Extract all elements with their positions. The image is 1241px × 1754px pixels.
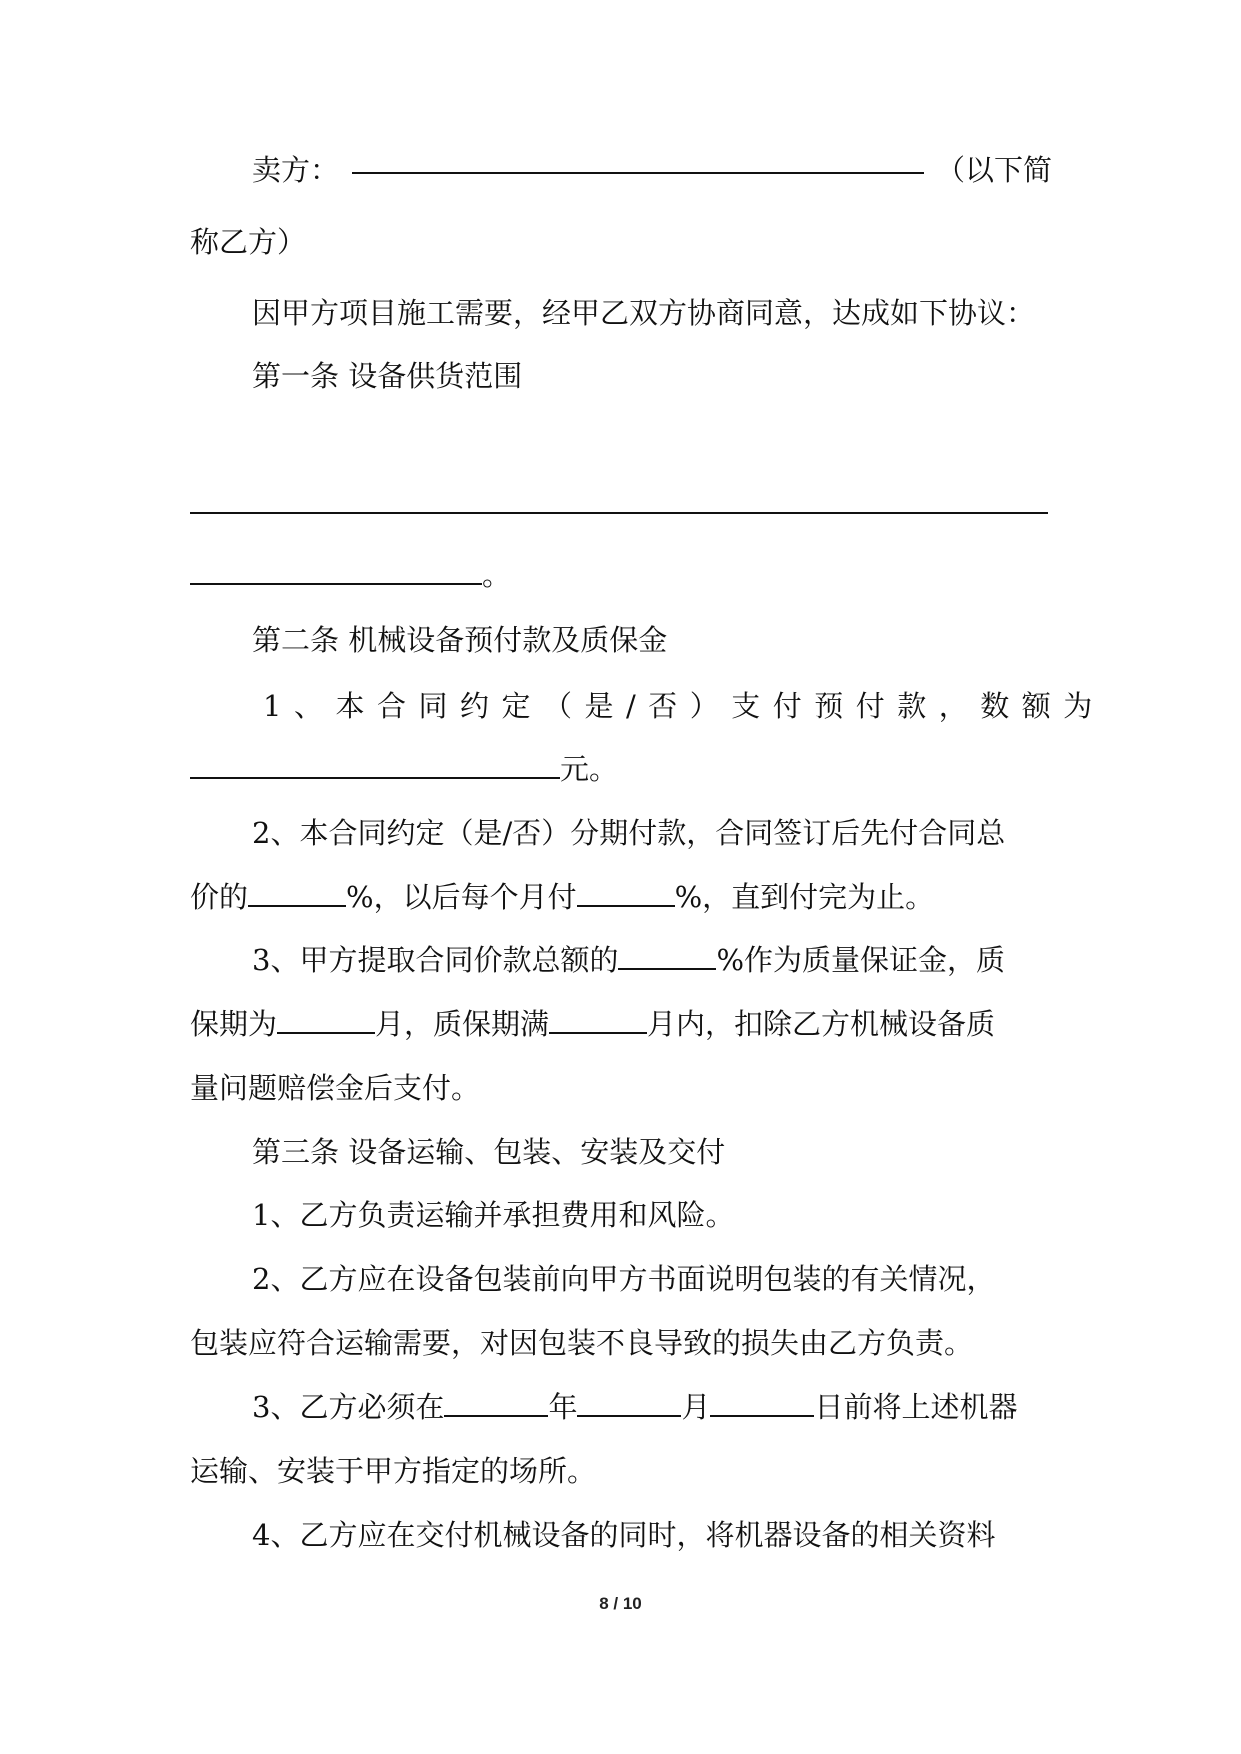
article-2-item-3-line-3: 量问题赔偿金后支付。 [190, 1071, 481, 1105]
article-3-item-3-line-2: 运输、安装于甲方指定的场所。 [190, 1454, 597, 1488]
article-1-blank-line-1[interactable] [190, 512, 1048, 514]
warranty-months-blank[interactable] [277, 1010, 375, 1034]
warranty-expiry-label: 月，质保期满 [375, 1007, 550, 1041]
deposit-suffix: %作为质量保证金，质 [716, 943, 1006, 977]
warranty-label: 保期为 [190, 1007, 278, 1041]
article-2-item-3-line-2 [190, 1004, 1052, 1044]
seller-label: 卖方： [252, 153, 340, 187]
article-2-title: 第二条 机械设备预付款及质保金 [252, 623, 668, 657]
article-3-item-3-line-1 [252, 1387, 1052, 1427]
article-2-item-1-line-2 [190, 749, 1052, 789]
deduction-label: 月内，扣除乙方机械设备质 [647, 1007, 996, 1041]
month-label: 月 [681, 1390, 711, 1424]
day-suffix: 日前将上述机器 [814, 1390, 1018, 1424]
until-paid-label: %，直到付完为止。 [674, 880, 935, 914]
advance-amount-blank[interactable] [190, 755, 560, 779]
year-blank[interactable] [444, 1393, 548, 1417]
deadline-label: 3、乙方必须在 [252, 1390, 445, 1424]
article-2-item-2-line-2 [190, 877, 1052, 917]
price-of-label: 价的 [190, 880, 249, 914]
year-label: 年 [548, 1390, 578, 1424]
seller-blank[interactable] [352, 150, 924, 174]
article-3-title: 第三条 设备运输、包装、安装及交付 [252, 1135, 726, 1169]
deposit-label: 3、甲方提取合同价款总额的 [252, 943, 619, 977]
article-2-item-3-line-1 [252, 940, 1052, 980]
article-3-item-2-line-1: 2、乙方应在设备包装前向甲方书面说明包装的有关情况， [252, 1262, 996, 1296]
article-3-item-4-line-1: 4、乙方应在交付机械设备的同时，将机器设备的相关资料 [252, 1518, 996, 1552]
article-2-item-1-line-1: 1、本合同约定（是/否）支付预付款，数额为 [263, 689, 1105, 723]
day-blank[interactable] [710, 1393, 814, 1417]
article-1-title: 第一条 设备供货范围 [252, 359, 523, 393]
unit-yuan: 元。 [560, 752, 619, 786]
article-3-item-1: 1、乙方负责运输并承担费用和风险。 [252, 1198, 735, 1232]
seller-line [252, 150, 1052, 190]
seller-suffix: （以下简 [935, 153, 1052, 187]
article-3-item-2-line-2: 包装应符合运输需要，对因包装不良导致的损失由乙方负责。 [190, 1326, 974, 1360]
page-number: 8 / 10 [599, 1594, 642, 1613]
article-1-blank-line-2 [190, 555, 1052, 595]
deposit-percent-blank[interactable] [618, 946, 716, 970]
seller-cont: 称乙方） [190, 225, 307, 259]
monthly-pay-label: %，以后每个月付 [346, 880, 577, 914]
month-blank[interactable] [577, 1393, 681, 1417]
article-2-item-2-line-1: 2、本合同约定（是/否）分期付款，合同签订后先付合同总 [252, 816, 1006, 850]
payment-months-blank[interactable] [549, 1010, 647, 1034]
article-1-end: 。 [482, 558, 512, 592]
intro-paragraph: 因甲方项目施工需要，经甲乙双方协商同意，达成如下协议： [252, 296, 1036, 330]
article-1-blank-2[interactable] [190, 561, 482, 585]
monthly-percent-blank[interactable] [577, 883, 675, 907]
first-pay-percent-blank[interactable] [248, 883, 346, 907]
